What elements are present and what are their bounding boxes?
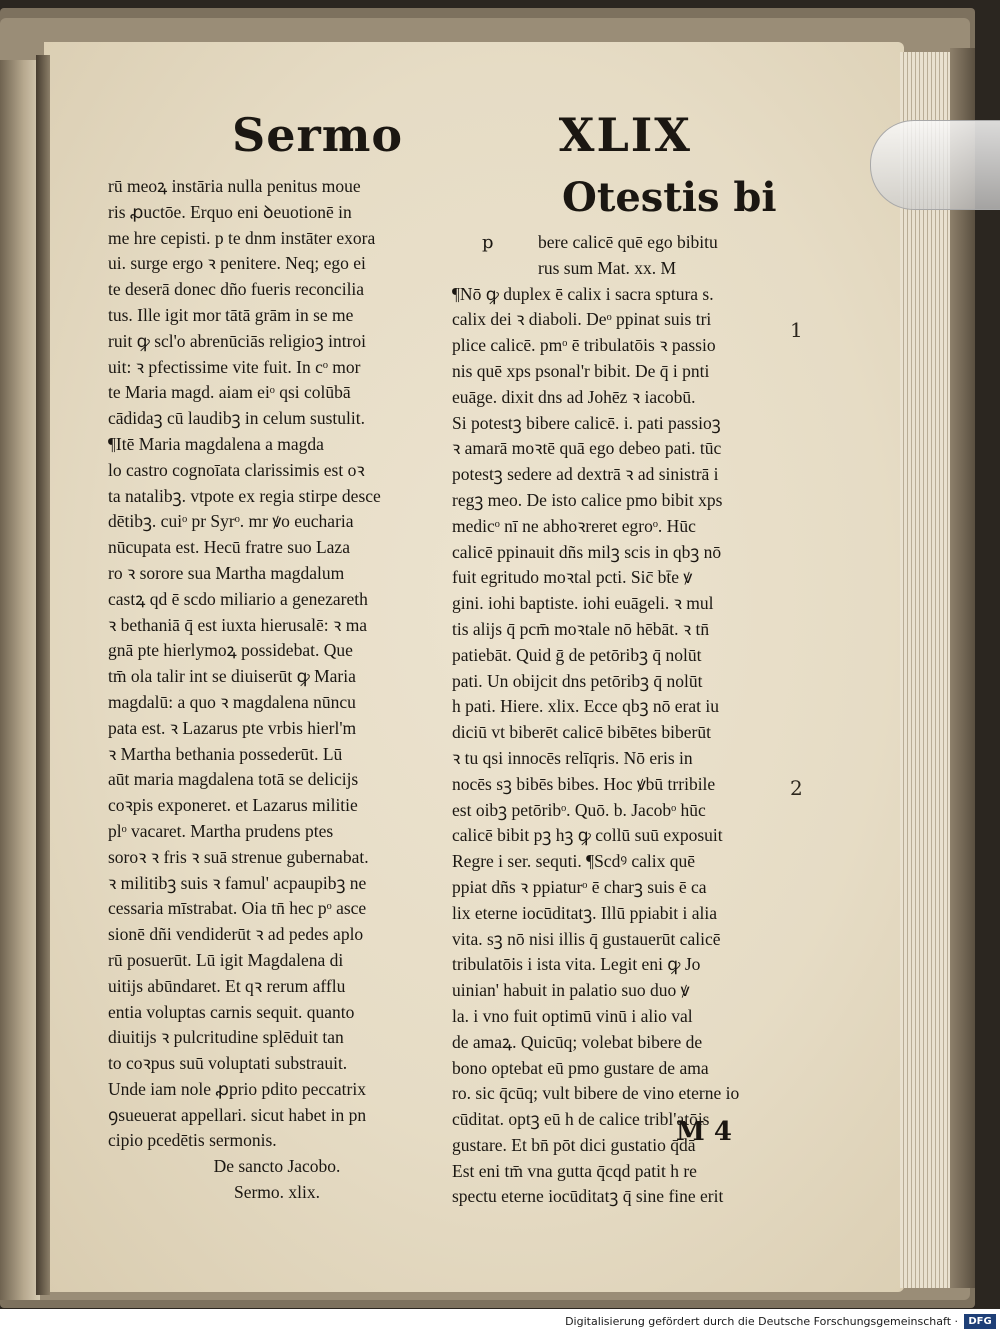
text-line: nis quē xps psonal'r bibit. De q̄ i pnti (452, 360, 710, 381)
text-line: ¶Nō ꝙ duplex ē calix i sacra sptura s. (452, 283, 714, 304)
footer-credit: Digitalisierung gefördert durch die Deutsche Forschungsgemeinschaft · (565, 1315, 958, 1328)
text-line: cipio pcedētis sermonis. (108, 1130, 277, 1151)
text-line: calicē bibit pꝫ hꝫ ꝙ collū suū exposuit (452, 825, 723, 846)
text-line: gnā pte hierlymoꝝ possidebat. Que (108, 640, 353, 661)
text-line: vita. sꝫ nō nisi illis q̄ gustauerūt calicē (452, 928, 721, 949)
text-line: ro ꝛ sorore sua Martha magdalum (108, 562, 345, 583)
text-line: coꝛpis exponeret. et Lazarus militie (108, 795, 358, 816)
text-line: castꝝ qd ē scdo miliario a genezareth (108, 588, 368, 609)
text-line: bere calicē quē ego bibitu (538, 232, 718, 252)
text-line: me hre cepisti. p te dnm instāter exora (108, 227, 376, 248)
margin-note-2: 2 (790, 776, 803, 800)
dfg-logo: DFG (964, 1314, 996, 1329)
text-line: uinian' habuit in palatio suo duo ꝟ (452, 980, 690, 1001)
text-line: tm̄ ola talir int se diuiserūt ꝙ Maria (108, 666, 356, 687)
text-line: dētibꝫ. cuiᵒ pr Syrᵒ. mr ꝟo eucharia (108, 511, 354, 532)
text-line: Unde iam nole ꝓprio pdito peccatrix (108, 1078, 366, 1099)
text-line: rus sum Mat. xx. M (538, 257, 677, 278)
right-text-lines (452, 230, 782, 1210)
text-line: nūcupata est. Hecū fratre suo Laza (108, 537, 350, 558)
text-line: aūt maria magdalena totā se delicijs (108, 769, 359, 790)
right-text-column (452, 174, 782, 1210)
text-line: ruit ꝙ scl'o abrenūciās religioꝫ introi (108, 330, 367, 351)
book-clip (870, 120, 1000, 210)
text-line: uitijs abūndaret. Et qꝛ rerum afflu (108, 975, 346, 996)
text-line: h pati. Hiere. xlix. Ecce qbꝫ nō erat iu (452, 696, 719, 717)
next-sermon-title: De sancto Jacobo. (213, 1156, 341, 1177)
text-line: ui. surge ergo ꝛ penitere. Neq; ego ei (108, 253, 366, 274)
text-line: te deserā donec dño fueris reconcilia (108, 279, 365, 300)
text-line: lix eterne iocūditatꝫ. Illū ppiabit i alia (452, 902, 718, 923)
text-line: ꝛ Martha bethania possederūt. Lū (108, 743, 343, 764)
margin-note-1: 1 (790, 318, 803, 342)
small-initial: p (482, 232, 494, 253)
text-line: plice calicē. pmᵒ ē tribulatōis ꝛ passio (452, 335, 716, 356)
next-sermon-number: Sermo. xlix. (233, 1182, 321, 1203)
text-line: Est eni tm̄ vna gutta q̄cqd patit h re (452, 1160, 697, 1181)
text-line: ꝯsueuerat appellari. sicut habet in pn (108, 1104, 367, 1125)
text-line: euāge. dixit dns ad Johēz ꝛ iacobū. (452, 386, 696, 407)
fore-edge-shadow (950, 48, 975, 1288)
page-fore-edge (900, 52, 952, 1288)
text-line: ta natalibꝫ. vtpote ex regia stirpe desce (108, 485, 381, 506)
text-line: gini. iohi baptiste. iohi euāgeli. ꝛ mul (452, 593, 714, 614)
text-line: calix dei ꝛ diaboli. Deᵒ ppinat suis tri (452, 309, 712, 330)
text-line: uit: ꝛ pfectissime vite fuit. In cᵒ mor (108, 356, 361, 377)
text-line: diuitijs ꝛ pulcritudine splēduit tan (108, 1027, 344, 1048)
running-head-title: Sermo (232, 108, 404, 162)
text-line: patiebāt. Quid ḡ de petōribꝫ q̄ nolūt (452, 644, 702, 665)
text-line: gustare. Et bn̄ pōt dici gustatio q̄dā (452, 1134, 696, 1155)
text-line: nocēs sꝫ bibēs bibes. Hoc ꝟbū trribile (452, 773, 716, 794)
text-line: cūditat. optꝫ eū h de calice tribl'atōis (452, 1109, 710, 1130)
text-line: de amaꝝ. Quicūq; volebat bibere de (452, 1031, 703, 1052)
text-line: entia voluptas carnis sequit. quanto (108, 1001, 355, 1022)
text-line: diciū vt biberēt calicē bibētes biberūt (452, 722, 711, 743)
text-line: te Maria magd. aiam eiᵒ qsi colūbā (108, 382, 351, 403)
text-line: pata est. ꝛ Lazarus pte vrbis hierl'm (108, 717, 357, 738)
text-line: tis alijs q̄ pcm̄ moꝛtale nō hēbāt. ꝛ tn̄ (452, 618, 710, 639)
text-line: ꝛ bethaniā q̄ est iuxta hierusalē: ꝛ ma (108, 614, 368, 635)
text-line: lo castro cognoīata clarissimis est oꝛ (108, 459, 365, 480)
text-line: tribulatōis i ista vita. Legit eni ꝙ Jo (452, 954, 701, 975)
left-text-column (108, 174, 446, 1206)
text-line: bono optebat eū pmo gustare de ama (452, 1057, 709, 1078)
initial-heading: Otestis bi (562, 174, 777, 221)
text-line: la. i vno fuit optimū vinū i alio val (452, 1005, 693, 1026)
text-line: spectu eterne iocūditatꝫ q̄ sine fine erit (452, 1186, 724, 1207)
text-line: ¶Itē Maria magdalena a magda (108, 433, 324, 454)
text-line: Regre i ser. sequti. ¶Scdꝰ calix quē (452, 851, 696, 872)
text-line: cessaria mīstrabat. Oia tn̄ hec pᵒ asce (108, 898, 367, 919)
text-line: ro. sic q̄cūq; vult bibere de vino eterne io (452, 1083, 740, 1104)
running-head-number: XLIX (558, 108, 692, 162)
text-line: tus. Ille igit mor tātā grām in se me (108, 304, 354, 325)
text-line: calicē ppinauit dñs milꝫ scis in qbꝫ nō (452, 541, 722, 562)
text-line: magdalū: a quo ꝛ magdalena nūncu (108, 691, 356, 712)
running-head (232, 108, 692, 168)
text-line: to coꝛpus suū voluptati substrauit. (108, 1053, 348, 1074)
text-line: plᵒ vacaret. Martha prudens ptes (108, 820, 334, 841)
text-line: Si potestꝫ bibere calicē. i. pati passioꝫ (452, 412, 721, 433)
text-line: regꝫ meo. De isto calice pmo bibit xps (452, 489, 723, 510)
text-line: cādidaꝫ cū laudibꝫ in celum sustulit. (108, 408, 365, 429)
text-line: rū meoꝝ instāria nulla penitus moue (108, 176, 361, 196)
text-line: soroꝛ ꝛ fris ꝛ suā strenue gubernabat. (108, 846, 369, 867)
signature-mark: M 4 (676, 1117, 732, 1147)
text-line: ꝛ militibꝫ suis ꝛ famul' acpaupibꝫ ne (108, 872, 367, 893)
text-line: est oibꝫ petōribᵒ. Quō. b. Jacobᵒ hūc (452, 799, 706, 820)
text-line: ppiat dñs ꝛ ppiaturᵒ ē charꝫ suis ē ca (452, 876, 707, 897)
text-line: ꝛ tu qsi innocēs relīqris. Nō eris in (452, 747, 693, 768)
text-line: medicᵒ nī ne abhoꝛreret egroᵒ. Hūc (452, 515, 696, 536)
text-line: rū posuerūt. Lū igit Magdalena di (108, 949, 344, 970)
text-line: pati. Un obijcit dns petōribꝫ q̄ nolūt (452, 670, 703, 691)
text-line: potestꝫ sedere ad dextrā ꝛ ad sinistrā i (452, 464, 719, 485)
gutter-shadow (36, 55, 50, 1295)
left-page-edge (0, 60, 40, 1300)
text-line: ꝛ amarā moꝛtē quā ego debeo pati. tūc (452, 438, 722, 459)
text-line: sionē dñi vendiderūt ꝛ ad pedes aplo (108, 924, 364, 945)
footer-bar (0, 1309, 1000, 1334)
text-line: ris ꝓuctōe. Erquo eni ꝺeuotionē in (108, 201, 352, 222)
text-line: fuit egritudo moꝛtal pcti. Sic̄ bt̄e ꝟ (452, 567, 693, 588)
